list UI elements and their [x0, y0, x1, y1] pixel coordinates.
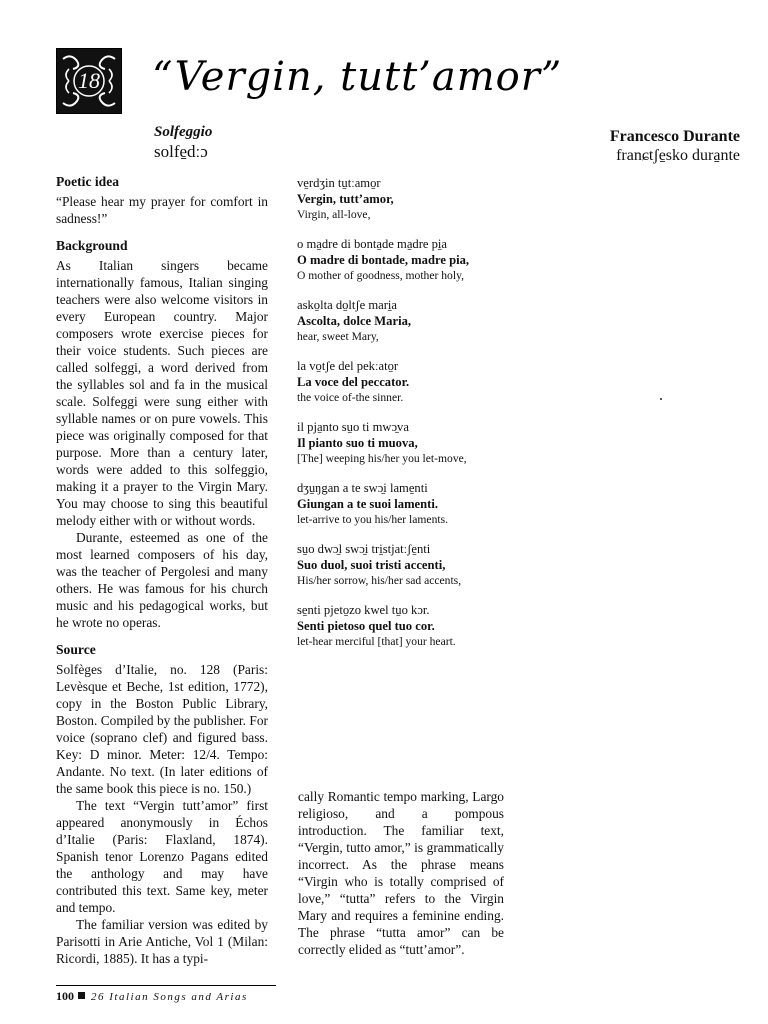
ipa-line: il pja̱nto su̱o ti mwɔ̱va — [297, 420, 409, 434]
translation-line: O mother of goodness, mother holy, — [297, 269, 465, 282]
poetic-idea-text: “Please hear my prayer for comfort in sadness!” — [56, 194, 268, 226]
page-number: 100 — [56, 989, 74, 1003]
poetic-idea-section — [56, 173, 268, 227]
book-title: 26 Italian Songs and Arias — [91, 991, 248, 1003]
italian-line: O madre di bontade, madre pia, — [297, 253, 470, 267]
ipa-line: se̱nti pjeto̱zo kwel tu̱o kɔr. — [297, 603, 430, 617]
italian-line: Vergin, tutt’amor, — [297, 192, 394, 206]
text-line-group — [297, 297, 527, 345]
composer-ipa: franɕtʃe̱sko dura̱nte — [616, 147, 740, 164]
italian-line: Giungan a te suoi lamenti. — [297, 497, 438, 511]
ipa-line: dʒu̱ŋgan a te swɔ̱i lame̱nti — [297, 481, 428, 495]
left-column — [56, 173, 268, 977]
italian-line: Suo duol, suoi tristi accenti, — [297, 558, 446, 572]
translation-line: let-hear merciful [that] your heart. — [297, 635, 456, 648]
subtitle-ipa: solfe̱dːɔ — [154, 142, 208, 161]
song-number-badge — [56, 48, 122, 114]
translation-line: Virgin, all-love, — [297, 208, 371, 221]
background-paragraph-1: As Italian singers became internationally famous, Italian singing teachers were also welcome visitors in every European country. Major composers wrote exercise pieces for their voice students. Such pieces are called solfeggi, a word derived from the syllables sol and fa in the musical scale. Solfeggi were sung either with syllable names or on pure vowels. This piece was originally composed for that purpose. More than a century later, words were added to this solfeggio, making it a prayer to the Virgin Mary. You may choose to sing this beautiful melody either with or without words. — [56, 258, 268, 528]
composer-name: Francesco Durante — [609, 128, 740, 145]
text-line-group — [297, 602, 527, 650]
ipa-line: o ma̱dre di bonta̱de ma̱dre pi̱a — [297, 237, 448, 251]
continuation-paragraph: cally Romantic tempo marking, Largo religioso, and a pompous introduction. The familiar text, “Vergin, tutto amor,” is grammatically incorrect. As the phrase means “Virgin who is totally comprised of love,” “tutta” refers to the Virgin Mary and requires a feminine ending. The phrase “tutta amor” can be correctly elided as “tutt’amor”. — [298, 789, 504, 957]
source-paragraph-2: The text “Vergin tutt’amor” first appeared anonymously in Échos d’Italie (Paris: Flaxland, 1874). Spanish tenor Lorenzo Pagans edited the anthology and may have contributed this text. Same key, meter and tempo. — [56, 798, 268, 915]
text-line-group — [297, 358, 527, 406]
ipa-line: ve̱rdʒin tu̱tːamo̱r — [297, 176, 381, 190]
background-section — [56, 237, 268, 631]
ipa-line: la vo̱tʃe del pekːato̱r — [297, 359, 399, 373]
song-title: “Vergin, tutt’amor” — [152, 54, 563, 100]
background-paragraph-2: Durante, esteemed as one of the most learned composers of his day, was the teacher of Pergolesi and many others. He was famous for his church music and his pedagogical works, but he wrote no operas. — [56, 530, 268, 630]
square-bullet-icon — [78, 992, 85, 999]
italian-line: La voce del peccator. — [297, 375, 410, 389]
continuation-column — [298, 788, 504, 958]
footer-rule — [56, 985, 276, 986]
subtitle-label: Solfeggio — [154, 124, 213, 140]
translation-line: hear, sweet Mary, — [297, 330, 379, 343]
text-line-group — [297, 175, 527, 223]
italian-line: Ascolta, dolce Maria, — [297, 314, 412, 328]
text-line-group — [297, 480, 527, 528]
background-heading: Background — [56, 238, 128, 253]
italian-line: Senti pietoso quel tuo cor. — [297, 619, 435, 633]
footer — [56, 989, 248, 1004]
song-text-column — [297, 175, 527, 663]
translation-line: let-arrive to you his/her laments. — [297, 513, 448, 526]
translation-line: His/her sorrow, his/her sad accents, — [297, 574, 462, 587]
source-paragraph-3: The familiar version was edited by Parisotti in Arie Antiche, Vol 1 (Milan: Ricordi, 1885). It has a typi- — [56, 917, 268, 966]
source-heading: Source — [56, 642, 96, 657]
speck — [660, 398, 662, 400]
translation-line: [The] weeping his/her you let-move, — [297, 452, 467, 465]
ipa-line: asko̱lta do̱ltʃe mari̱a — [297, 298, 398, 312]
text-line-group — [297, 419, 527, 467]
translation-line: the voice of-the sinner. — [297, 391, 404, 404]
text-line-group — [297, 236, 527, 284]
song-number: 18 — [78, 68, 100, 93]
italian-line: Il pianto suo ti muova, — [297, 436, 418, 450]
subtitle-block — [154, 124, 212, 162]
source-paragraph-1: Solfèges d’Italie, no. 128 (Paris: Levèsque et Beche, 1st edition, 1772), copy in the Boston Public Library, Boston. Compiled by the publisher. For voice (soprano clef) and figured bass. Key: D minor. Meter: 12/4. Tempo: Andante. No text. (In later editions of the same book this piece is no. 150.) — [56, 662, 268, 796]
composer-block — [610, 128, 740, 165]
text-line-group — [297, 541, 527, 589]
ipa-line: su̱o dwɔ̱l swɔ̱i tri̱stjatːʃe̱nti — [297, 542, 431, 556]
source-section — [56, 641, 268, 967]
poetic-idea-heading: Poetic idea — [56, 174, 120, 189]
